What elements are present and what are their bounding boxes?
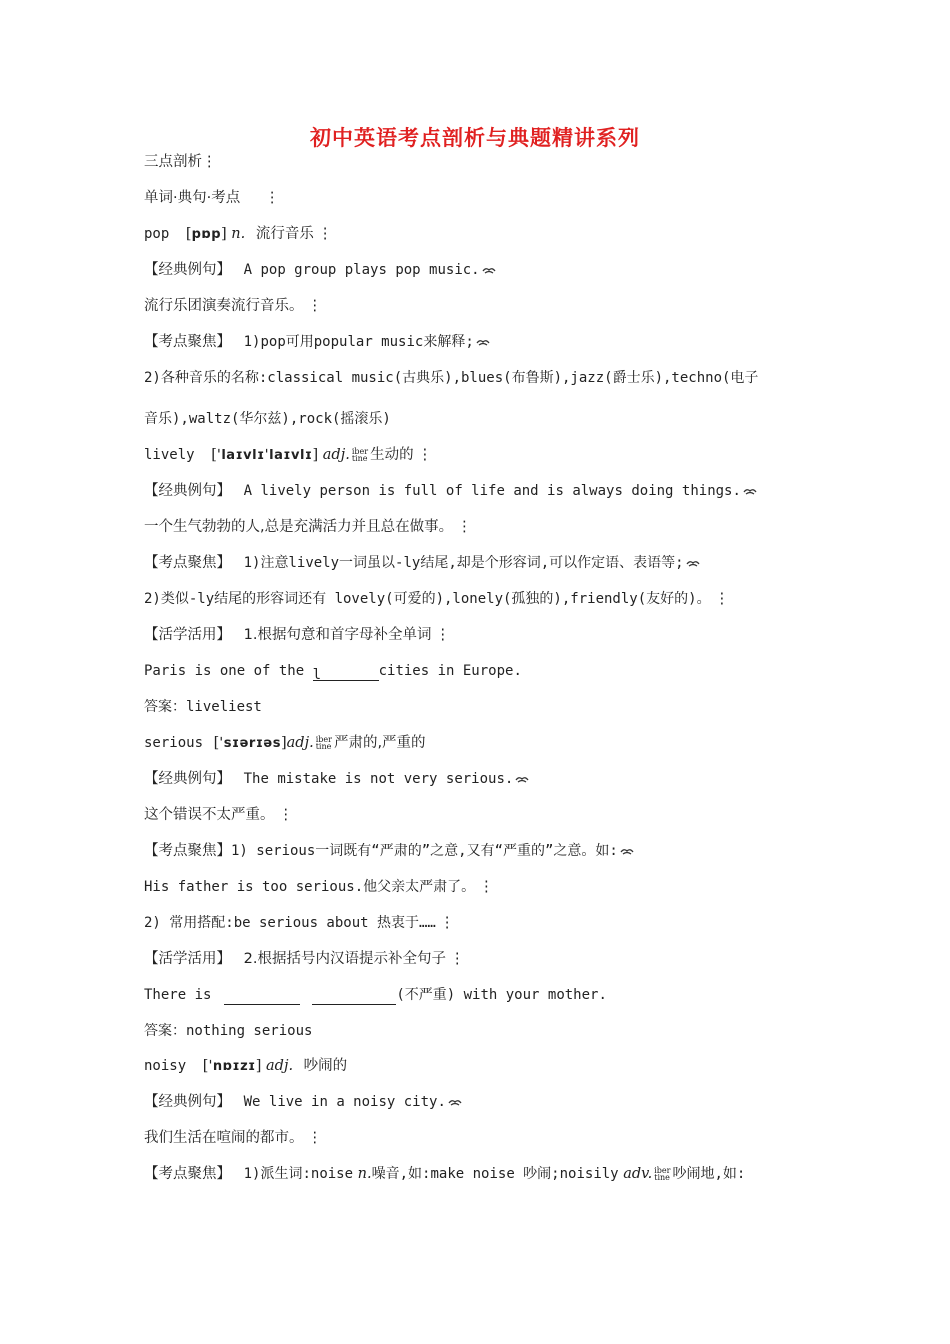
colon-mark: ⋮ bbox=[307, 1130, 322, 1146]
focus-label: 【考点聚焦】 bbox=[144, 843, 231, 859]
section-subheading bbox=[144, 188, 279, 208]
wing-mark-icon bbox=[686, 559, 700, 568]
entry-pop-headword: pop [pɒp] n. 流行音乐 ⋮ bbox=[144, 226, 333, 242]
answer-blank: l bbox=[313, 665, 379, 681]
headword: noisy bbox=[144, 1058, 187, 1074]
headword: serious bbox=[144, 735, 204, 751]
focus-pos-2: adv. bbox=[623, 1166, 653, 1182]
meaning: 流行音乐 bbox=[255, 226, 314, 242]
part-of-speech: adj. bbox=[286, 735, 314, 751]
wing-mark-icon bbox=[448, 1098, 462, 1107]
focus-text-b: 噪音,如:make noise 吵闹;noisily bbox=[371, 1166, 619, 1182]
entry-noisy-focus-1 bbox=[144, 1164, 745, 1184]
example-chinese: 流行乐团演奏流行音乐。 bbox=[144, 298, 304, 314]
entry-lively-example bbox=[144, 481, 757, 501]
colon-mark: ⋮ bbox=[278, 807, 293, 823]
part-of-speech: adj. bbox=[266, 1058, 294, 1074]
entry-lively-focus-2 bbox=[144, 589, 729, 609]
entry-serious-focus-2 bbox=[144, 913, 454, 933]
example-label: 【经典例句】 bbox=[144, 1094, 231, 1110]
example-chinese: 这个错误不太严重。 bbox=[144, 807, 275, 823]
wing-mark-icon bbox=[515, 775, 529, 784]
headword: pop bbox=[144, 226, 170, 242]
entry-pop-translation bbox=[144, 296, 322, 316]
meaning: 生动的 bbox=[370, 447, 414, 463]
focus-label: 【考点聚焦】 bbox=[144, 555, 231, 571]
example-label: 【经典例句】 bbox=[144, 262, 231, 278]
sentence-start: There is bbox=[144, 987, 212, 1003]
entry-serious-focus-1 bbox=[144, 841, 634, 861]
entry-serious-answer: 答案：nothing serious bbox=[144, 1023, 313, 1039]
subheading-text: 单词·典句·考点 bbox=[144, 190, 241, 206]
focus-text: 1)注意lively一词虽以-ly结尾,却是个形容词,可以作定语、表语等; bbox=[243, 555, 684, 571]
focus-text: 2)类似-ly结尾的形容词还有 lovely(可爱的),lonely(孤独的),friendly(友好的)。 bbox=[144, 591, 711, 607]
colon-mark: ⋮ bbox=[435, 627, 450, 643]
entry-noisy-headword: noisy [ˈnɒɪzɪ] adj. 吵闹的 bbox=[144, 1058, 348, 1074]
colon-mark: ⋮ bbox=[307, 298, 322, 314]
focus-label: 【考点聚焦】 bbox=[144, 334, 231, 350]
superscript-stack: iber tine bbox=[351, 447, 369, 463]
answer-blank-2 bbox=[312, 989, 396, 1005]
phonetic: ˈnɒɪzɪ bbox=[208, 1059, 256, 1074]
wing-mark-icon bbox=[620, 847, 634, 856]
focus-text: 1) serious一词既有“严肃的”之意,又有“严重的”之意。如: bbox=[231, 843, 618, 859]
wing-mark-icon bbox=[482, 266, 496, 275]
example-english: We live in a noisy city. bbox=[243, 1094, 446, 1110]
entry-serious-practice-sentence bbox=[144, 985, 607, 1005]
focus-text: 1)pop可用popular music来解释; bbox=[243, 334, 474, 350]
entry-lively-practice bbox=[144, 625, 450, 645]
colon-mark: ⋮ bbox=[714, 591, 730, 607]
example-label: 【经典例句】 bbox=[144, 483, 231, 499]
focus-example: His father is too serious.他父亲太严肃了。 bbox=[144, 879, 476, 895]
focus-text-c: 吵闹地,如: bbox=[672, 1166, 746, 1182]
focus-text-a: 1)派生词:noise bbox=[243, 1166, 354, 1182]
colon-mark: ⋮ bbox=[439, 915, 455, 931]
entry-serious-focus-example bbox=[144, 877, 494, 897]
focus-text: 2) 常用搭配:be serious about 热衷于…… bbox=[144, 915, 436, 931]
entry-pop-focus-2b: 音乐),waltz(华尔兹),rock(摇滚乐) bbox=[144, 411, 391, 427]
colon-mark: ⋮ bbox=[479, 879, 494, 895]
entry-noisy-translation bbox=[144, 1128, 322, 1148]
sentence-start: Paris is one of the bbox=[144, 663, 305, 679]
headword: lively bbox=[144, 447, 195, 463]
example-chinese: 我们生活在喧闹的都市。 bbox=[144, 1130, 304, 1146]
entry-pop-focus-2a: 2)各种音乐的名称:classical music(古典乐),blues(布鲁斯),jazz(爵士乐),techno(电子 bbox=[144, 370, 759, 386]
colon-mark: ⋮ bbox=[457, 519, 472, 535]
practice-label: 【活学活用】 bbox=[144, 951, 231, 967]
answer-blank-1 bbox=[224, 989, 300, 1005]
part-of-speech: n. bbox=[231, 226, 246, 242]
colon-mark: ⋮ bbox=[317, 226, 333, 242]
example-english: A pop group plays pop music. bbox=[243, 262, 480, 278]
entry-pop-example bbox=[144, 260, 496, 280]
meaning: 严肃的,严重的 bbox=[333, 735, 426, 751]
wing-mark-icon bbox=[476, 338, 490, 347]
wing-mark-icon bbox=[743, 487, 757, 496]
entry-noisy-example bbox=[144, 1092, 462, 1112]
section-heading: 三点剖析⋮ bbox=[144, 154, 217, 170]
example-english: A lively person is full of life and is always doing things. bbox=[243, 483, 741, 499]
entry-lively-practice-sentence bbox=[144, 661, 522, 681]
practice-instruction: 2.根据括号内汉语提示补全句子 bbox=[243, 951, 446, 967]
colon-mark: ⋮ bbox=[417, 447, 433, 463]
practice-label: 【活学活用】 bbox=[144, 627, 231, 643]
example-chinese: 一个生气勃勃的人,总是充满活力并且总在做事。 bbox=[144, 519, 454, 535]
focus-label: 【考点聚焦】 bbox=[144, 1166, 231, 1182]
entry-lively-answer: 答案：liveliest bbox=[144, 699, 262, 715]
sentence-end: cities in Europe. bbox=[378, 663, 522, 679]
superscript-stack: iber tine bbox=[315, 735, 332, 751]
phonetic: ˈlaɪvlɪˈlaɪvlɪ bbox=[216, 448, 313, 463]
entry-serious-translation bbox=[144, 805, 293, 825]
entry-pop-focus-1 bbox=[144, 332, 490, 352]
sentence-end: (不严重) with your mother. bbox=[396, 987, 607, 1003]
page-title: 初中英语考点剖析与典题精讲系列 bbox=[310, 126, 640, 150]
entry-serious-headword: serious [ˈsɪərɪəs]adj. iber tine 严肃的,严重的 bbox=[144, 735, 426, 751]
entry-lively-focus-1 bbox=[144, 553, 700, 573]
colon-mark: ⋮ bbox=[449, 951, 465, 967]
entry-serious-practice bbox=[144, 949, 464, 969]
part-of-speech: adj. bbox=[322, 447, 350, 463]
practice-instruction: 1.根据句意和首字母补全单词 bbox=[243, 627, 432, 643]
example-label: 【经典例句】 bbox=[144, 771, 231, 787]
phonetic: ˈsɪərɪəs bbox=[219, 736, 281, 751]
example-english: The mistake is not very serious. bbox=[243, 771, 514, 787]
subheading-mark: ⋮ bbox=[264, 190, 280, 206]
meaning: 吵闹的 bbox=[303, 1058, 348, 1074]
entry-lively-translation bbox=[144, 517, 472, 537]
phonetic: pɒp bbox=[191, 227, 221, 242]
entry-serious-example bbox=[144, 769, 529, 789]
superscript-stack: iber tine bbox=[654, 1166, 671, 1182]
focus-pos: n. bbox=[357, 1166, 372, 1182]
entry-lively-headword: lively [ˈlaɪvlɪˈlaɪvlɪ] adj. iber tine 生动的 ⋮ bbox=[144, 447, 433, 463]
